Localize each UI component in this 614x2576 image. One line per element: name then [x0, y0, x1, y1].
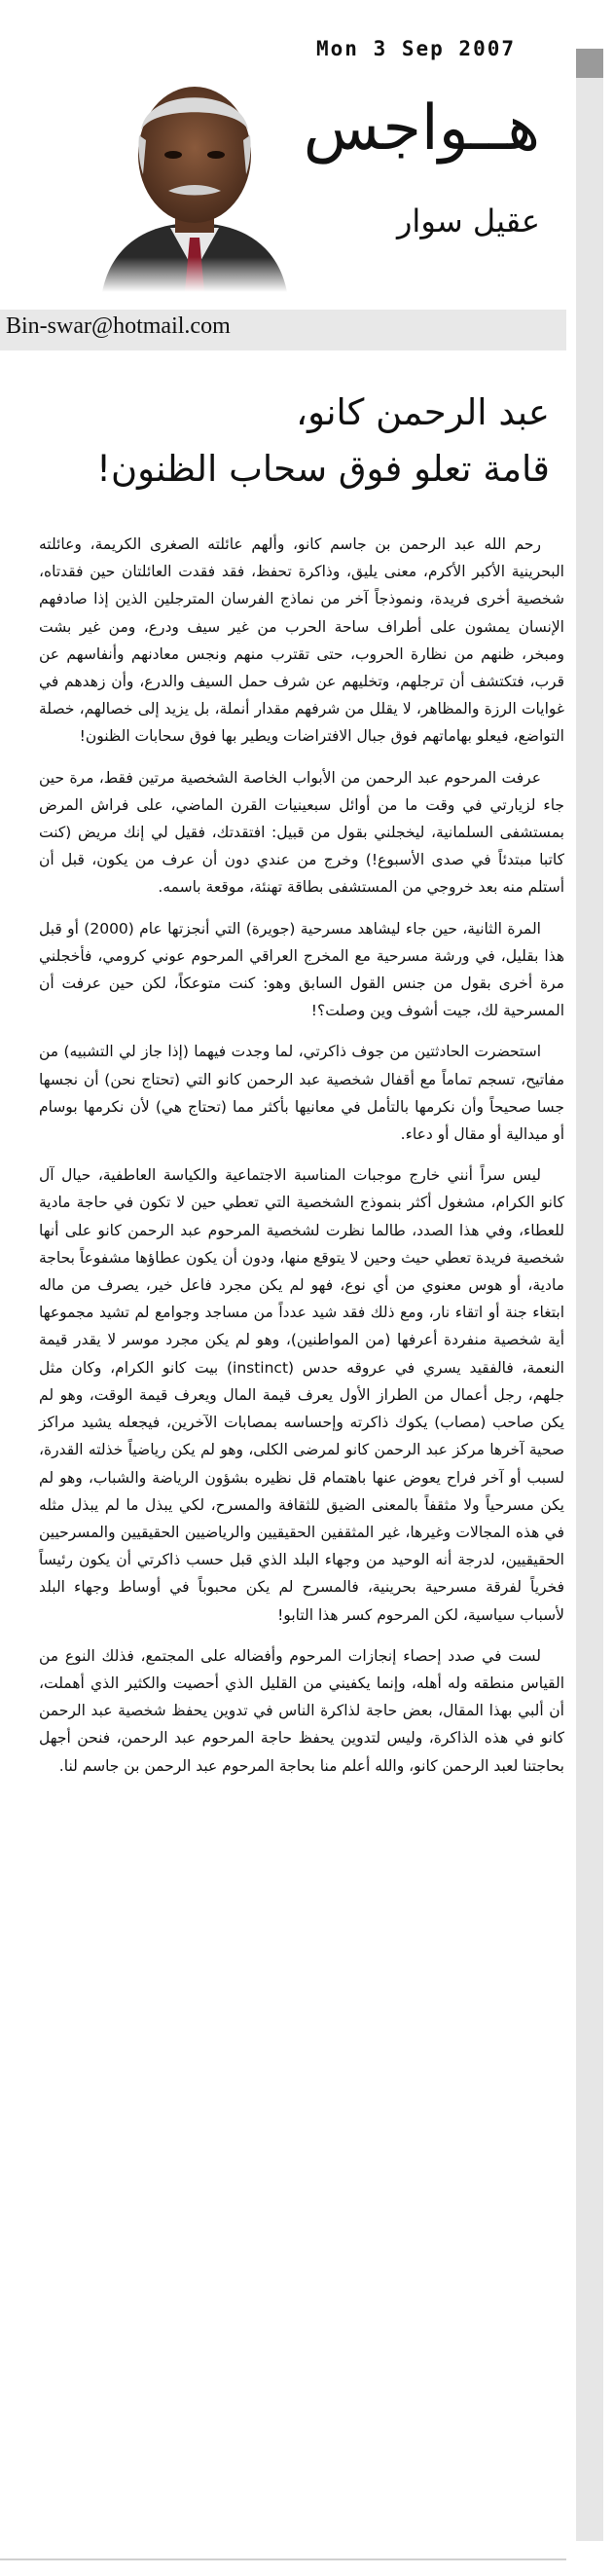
- side-scroll-thumb[interactable]: [576, 49, 603, 78]
- issue-date: Mon 3 Sep 2007: [316, 37, 517, 60]
- article-body: [39, 531, 564, 1793]
- side-scroll-track[interactable]: [576, 49, 603, 2541]
- bottom-divider: [0, 2558, 566, 2560]
- author-email[interactable]: Bin-swar@hotmail.com: [6, 313, 231, 339]
- column-title: هــواجس: [303, 92, 540, 165]
- portrait-icon: [92, 62, 297, 292]
- paragraph: ليس سراً أنني خارج موجبات المناسبة الاجتماعية والكياسة العاطفية، حيال آل كانو الكرام، مشغول أكثر بنموذج الشخصية التي تعطي حين لا تكون في حاجة مادية للعطاء، وفي هذا الصدد، طالما نظرت لشخصية المرحوم عبد الرحمن كانو على أنها شخصية فريدة تعطي حيث وحين لا يتوقع منها، ودون أن يكون عطاؤها مشفوعاً بحاجة مادية، أو هوس معنوي من أي نوع، فهو لم يكن مجرد فاعل خير، يصرف من ماله ابتغاء جنة أو اتقاء نار، ومع ذلك فقد شيد عدداً من مساجد وجوامع لم تشيد مجموعها أية شخصية منفردة أعرفها (من المواطنين)، وهو لم يكن مجرد موسر لا يقدر قيمة النعمة، فالفقيد يسري في عروقه حدس (instinct) بيت كانو الكرام، وكان مثل جلهم، رجل أعمال من الطراز الأول يعرف قيمة المال ويعرف قيمة الوقت، وهو لم يكن صاحب (مصاب) يكوك ذاكرته وإحساسه بمصابات الآخرين، فيجعله يشيد مراكز صحية آخرها مركز عبد الرحمن كانو لمرضى الكلى، وهو لم يكن رياضياً خذلته القدرة، لسبب أو آخر فراح يعوض عنها باهتمام قل نظيره بشؤون الرياضة والشباب، وهو لم يكن مسرحياً ولا مثقفاً بالمعنى الضيق للثقافة والمسرح، لكي يبذل ما لم يبذل مثله في هذه المجالات وغيرها، غير المثقفين الحقيقيين والرياضيين الحقيقيين والمسرحيين الحقيقيين، لدرجة أنه الوحيد من وجهاء البلد الذي قبل حسب ذاكرتي أن يكون رئيساً فخرياً لفرقة مسرحية بحرينية، فالمسرح لم يكن محبوباً في أوساط وجهاء البلد لأسباب سياسية، لكن المرحوم كسر هذا التابو!: [39, 1166, 564, 1624]
- author-portrait: [92, 62, 297, 292]
- headline-line-2: قامة تعلو فوق سحاب الظنون!: [96, 448, 550, 490]
- headline-line-1: عبد الرحمن كانو،: [296, 391, 550, 433]
- author-name: عقيل سوار: [396, 202, 540, 239]
- paragraph: رحم الله عبد الرحمن بن جاسم كانو، وألهم عائلته الصغرى الكريمة، وعائلته البحرينية الأكبر الأكرم، معنى يليق، وذاكرة تحفظ، فقد فقدت العائلتان حين فقدتاه، شخصية أخرى فريدة، ونموذجاً آخر من نماذج الفرسان المترجلين الذين إذا صادفهم الإنسان يمشون على أطراف ساحة الحرب من غير سيف ودرع، ومن غير بشت ومبخر، ظنهم من نظارة الحروب، حتى تقترب منهم ونجس معادنهم وأنفاسهم عن قرب، فتكتشف أن ترجلهم، وتخليهم عن شرف حمل السيف والدرع، وأن زهدهم في غوايات الرزة والمظاهر، لا يقلل من شرفهم مقدار أنملة، بل يزيد إلى خصالهم، خصلة التواضع، فيعلو بهاماتهم فوق جبال الافتراضات ويطير بها فوق سحابات الظنون!: [39, 535, 564, 746]
- paragraph: المرة الثانية، حين جاء ليشاهد مسرحية (جويرة) التي أنجزتها عام (2000) أو قبل هذا بقليل، في ورشة مسرحية مع المخرج العراقي المرحوم عوني كرومي، فأخجلني مرة أخرى بقول من جنس القول السابق وهو: كنت متوعكاً، لكن حين عرفت أن المسرحية لك، جيت أشوف وين وصلت؟!: [39, 919, 564, 1020]
- paragraph: لست في صدد إحصاء إنجازات المرحوم وأفضاله على المجتمع، فذلك النوع من القياس منطقه وله أهله، وإنما يكفيني من القليل الذي أحصيت والكثير الذي أهملت، أن ألبي بهذا المقال، بعض حاجة لذاكرة الناس في تدوين يحفظ شخصية عبد الرحمن كانو في هذه الذاكرة، وليس لتدوين يحفظ حاجة المرحوم عبد الرحمن، فنحن أجهل بحاجتنا لعبد الرحمن كانو، والله أعلم منا بحاجة المرحوم عبد الرحمن بن جاسم لنا.: [39, 1646, 564, 1775]
- paragraph: عرفت المرحوم عبد الرحمن من الأبواب الخاصة الشخصية مرتين فقط، مرة حين جاء لزيارتي في وقت ما من أوائل سبعينيات القرن الماضي، على فراش المرض بمستشفى السلمانية، ليخجلني بقول من قبيل: افتقدتك، فقيل لي إنك مريض (كنت كاتبا مبتدئاً في صدى الأسبوع!) وخرج من عندي دون أن عرف من يكون، قبل أن أستلم منه بعد خروجي من المستشفى بطاقة تهنئة، موقعة باسمه.: [39, 768, 564, 897]
- paragraph: استحضرت الحادثتين من جوف ذاكرتي، لما وجدت فيهما (إذا جاز لي التشبيه) من مفاتيح، تسجم تماماً مع أقفال شخصية عبد الرحمن كانو التي (تحتاج نحن) أن نجسها جسا صحيحاً وأن نكرمها بالتأمل في معانيها بأكثر مما (تحتاج هي) لأن نكرمها بوسام أو ميدالية أو مقال أو دعاء.: [39, 1043, 564, 1144]
- article-headline: [24, 385, 550, 497]
